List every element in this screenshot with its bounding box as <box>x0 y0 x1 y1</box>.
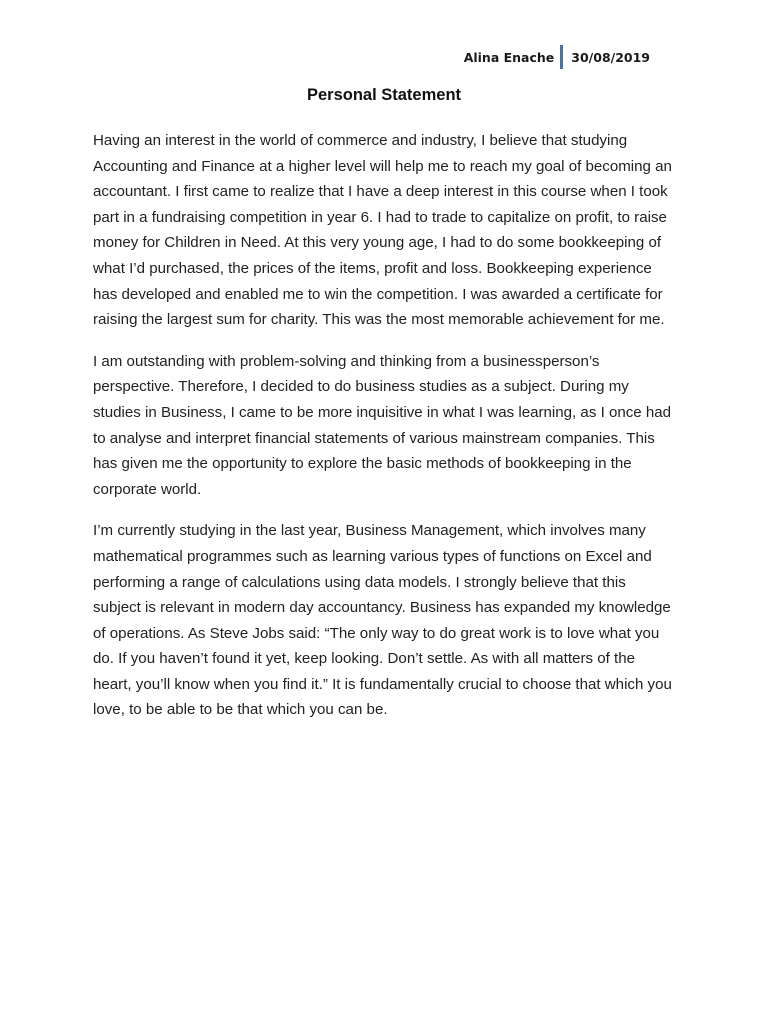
header-divider <box>560 45 563 69</box>
document-body <box>93 128 677 739</box>
paragraph-1: Having an interest in the world of commerce and industry, I believe that studying Accounting and Finance at a higher level will help me to reach my goal of becoming an accountant. I first came to realize that I have a deep interest in this course when I took part in a fundraising competition in year 6. I had to trade to capitalize on profit, to raise money for Children in Need. At this very young age, I had to do some bookkeeping of what I’d purchased, the prices of the items, profit and loss. Bookkeeping experience has developed and enabled me to win the competition. I was awarded a certificate for raising the largest sum for charity. This was the most memorable achievement for me. <box>93 132 672 329</box>
paragraph-3: I’m currently studying in the last year, Business Management, which involves many mathematical programmes such as learning various types of functions on Excel and performing a range of calculations using data models. I strongly believe that this subject is relevant in modern day accountancy. Business has expanded my knowledge of operations. As Steve Jobs said: “The only way to do great work is to love what you do. If you haven’t found it yet, keep looking. Don’t settle. As with all matters of the heart, you’ll know when you find it.” It is fundamentally crucial to choose that which you love, to be able to be that which you can be. <box>93 522 672 719</box>
page-header <box>464 45 650 69</box>
document-title: Personal Statement <box>306 86 462 104</box>
document-date: 30/08/2019 <box>571 49 650 65</box>
paragraph-2: I am outstanding with problem-solving and thinking from a businessperson’s perspective. Therefore, I decided to do business studies as a subject. During my studies in Business, I came to be more inquisitive in what I was learning, as I once had to analyse and interpret financial statements of various mainstream companies. This has given me the opportunity to explore the basic methods of bookkeeping in the corporate world. <box>93 352 672 498</box>
author-name: Alina Enache <box>463 49 555 65</box>
